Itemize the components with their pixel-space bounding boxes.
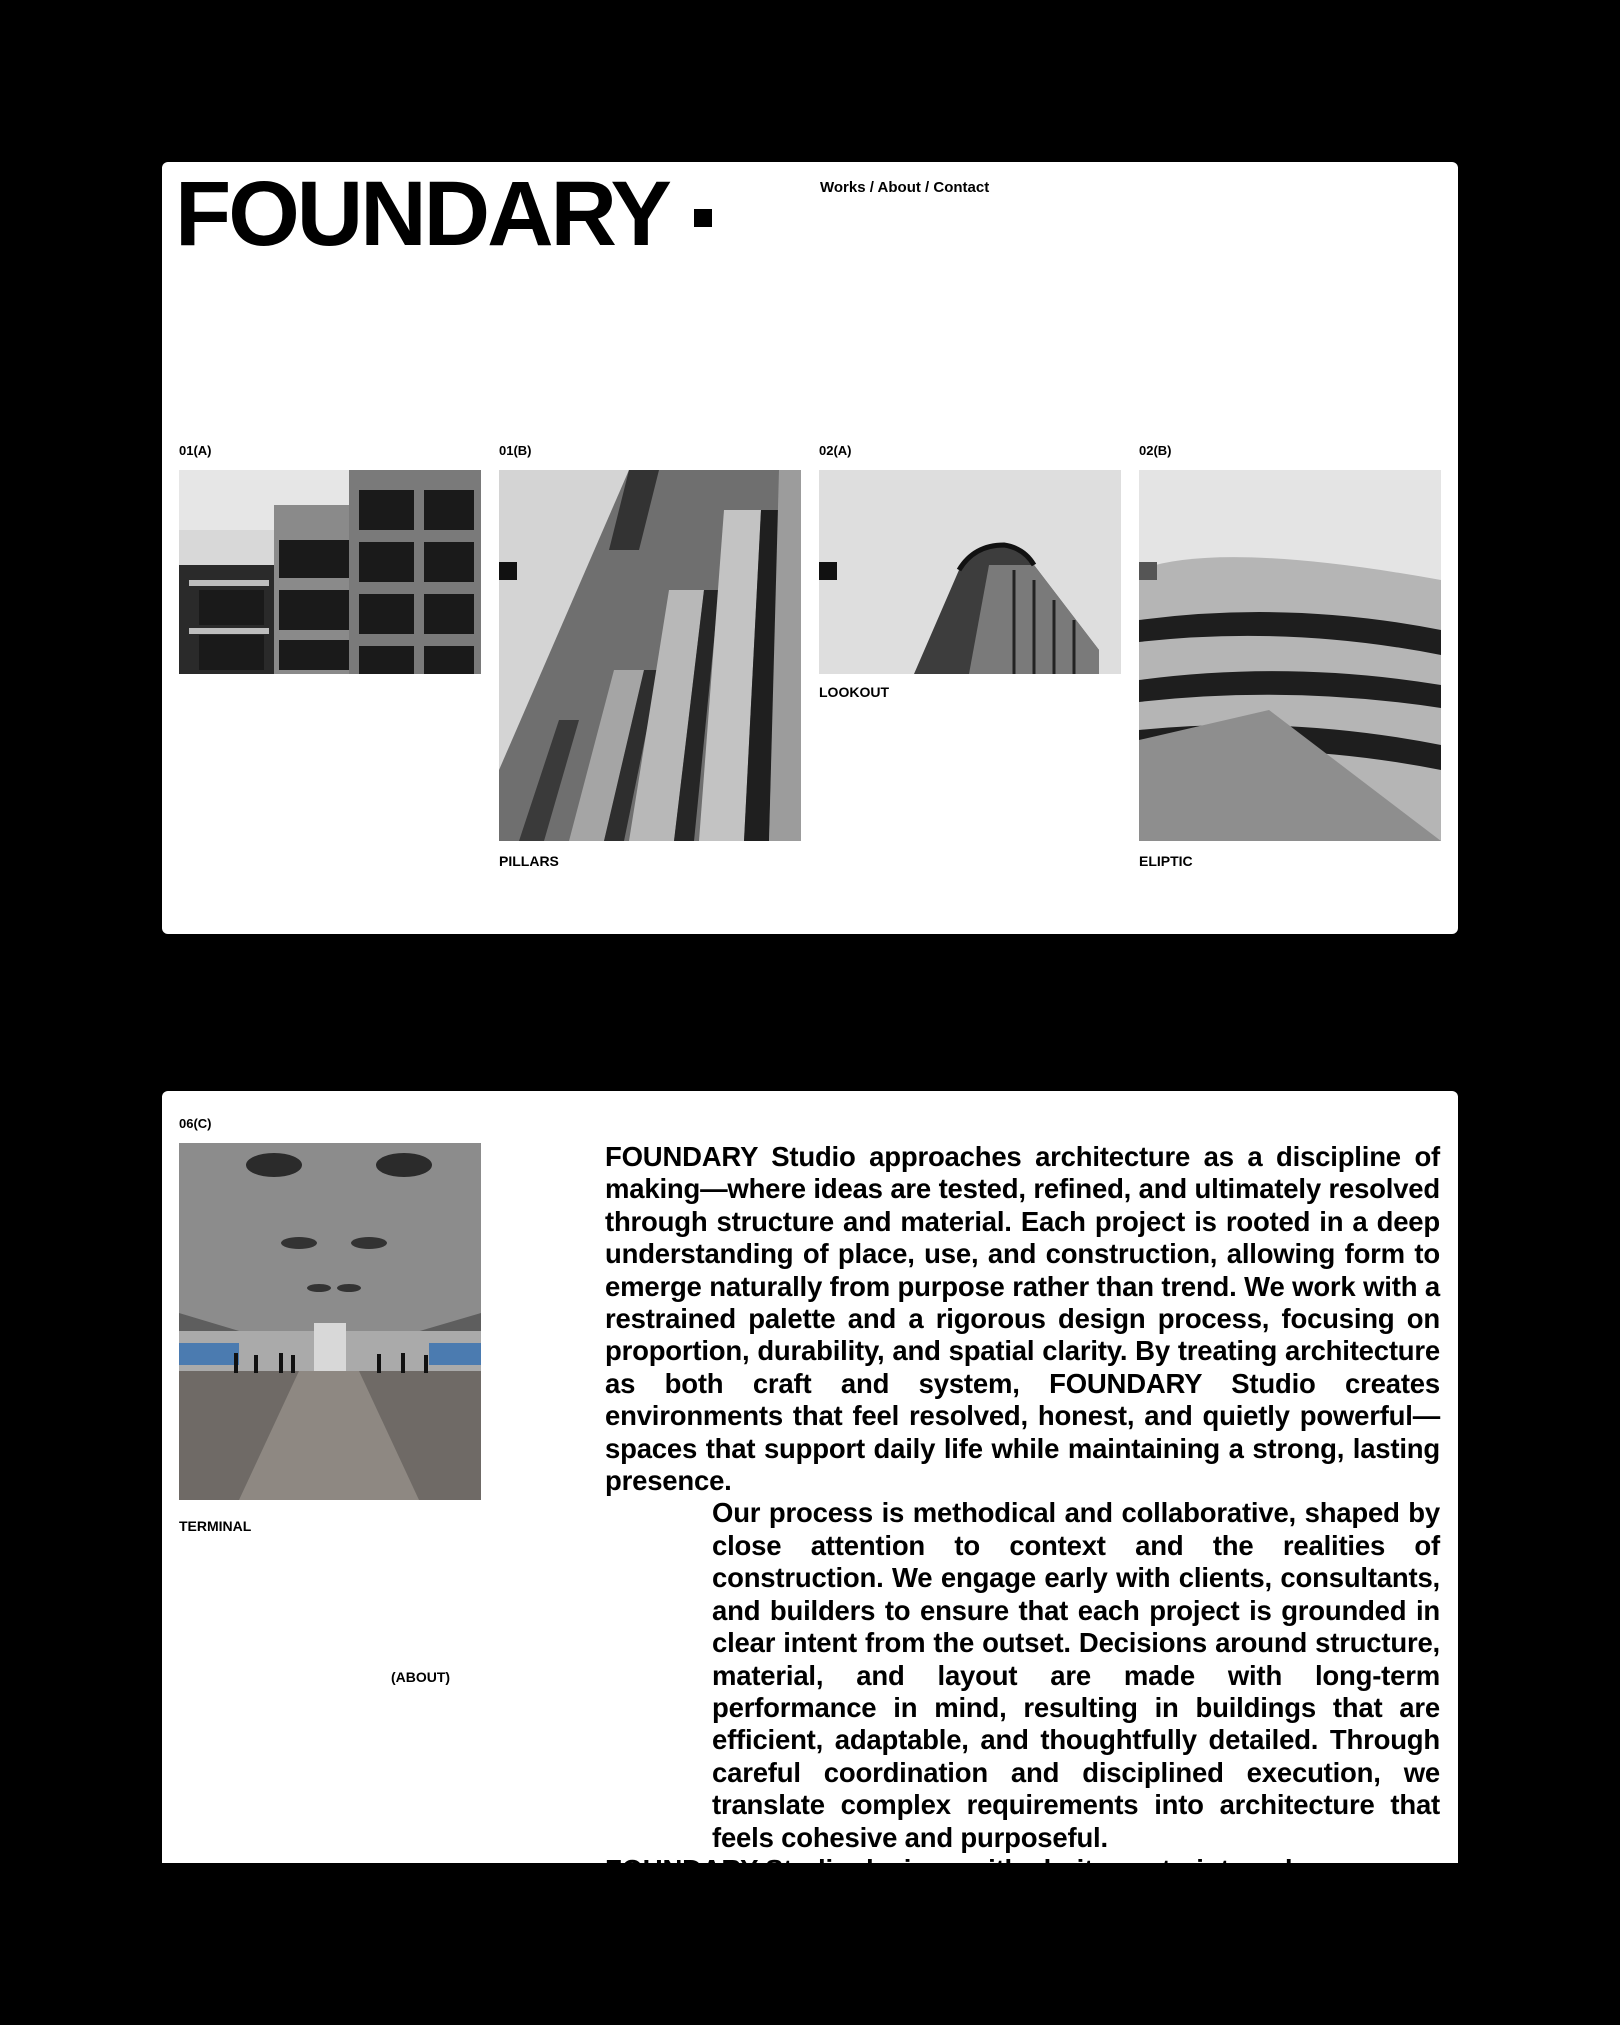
nav-separator: / — [865, 179, 878, 196]
nav-contact-link[interactable]: Contact — [933, 179, 990, 196]
project-image-01b[interactable] — [499, 470, 801, 841]
about-paragraph: FOUNDARY Studio approaches architecture as a discipline of making—where ideas are tested, refined, and ultimately resolved through structure and material. Each project is rooted in a deep understanding of place, use, and construction, allowing form to emerge naturally from purpose rather than trend. We work with a restrained palette and a rigorous design process, focusing on proportion, durability, and spatial clarity. By treating architecture as both craft and system, FOUNDARY Studio creates environments that feel resolved, honest, and quietly powerful—spaces that support daily life while maintaining a strong, lasting presence. — [605, 1141, 1440, 1497]
project-code: 01(A) — [179, 443, 212, 458]
image-marker-icon — [819, 562, 837, 580]
project-title[interactable]: TERMINAL — [179, 1518, 252, 1534]
section-label: (ABOUT) — [391, 1669, 451, 1685]
project-title[interactable]: ELIPTIC — [1139, 853, 1193, 869]
project-image-01a[interactable] — [179, 470, 481, 674]
project-image-02b[interactable] — [1139, 470, 1441, 841]
project-image-02a[interactable] — [819, 470, 1121, 674]
logo-square-icon — [694, 209, 712, 227]
project-code: 02(A) — [819, 443, 852, 458]
nav-works-link[interactable]: Works — [820, 179, 866, 196]
feature-image-terminal[interactable] — [179, 1143, 481, 1500]
nav-separator: / — [920, 179, 934, 196]
project-code: 06(C) — [179, 1116, 212, 1131]
nav-about-link[interactable]: About — [877, 179, 921, 196]
project-title[interactable]: PILLARS — [499, 853, 559, 869]
works-panel — [162, 162, 1458, 934]
main-nav — [820, 179, 989, 196]
about-paragraph: FOUNDARY Studio designs with clarity, restraint, and — [605, 1853, 1293, 1885]
project-code: 02(B) — [1139, 443, 1172, 458]
about-body — [605, 1141, 1440, 1886]
project-title[interactable]: LOOKOUT — [819, 684, 889, 700]
about-panel — [162, 1091, 1458, 1885]
brand-name[interactable]: FOUNDARY — [175, 163, 669, 265]
image-marker-icon — [499, 562, 517, 580]
image-marker-icon — [1139, 562, 1157, 580]
brand-logo[interactable] — [175, 163, 669, 265]
about-paragraph: Our process is methodical and collaborative, shaped by close attention to context and the realities of construction. We engage early with clients, consultants, and builders to ensure that each project is grounded in clear intent from the outset. Decisions around structure, material, and layout are made with long-term performance in mind, resulting in buildings that are efficient, adaptable, and thoughtfully detailed. Through careful coordination and disciplined execution, we translate complex requirements into architecture that feels cohesive and purposeful. — [712, 1497, 1440, 1853]
project-code: 01(B) — [499, 443, 532, 458]
